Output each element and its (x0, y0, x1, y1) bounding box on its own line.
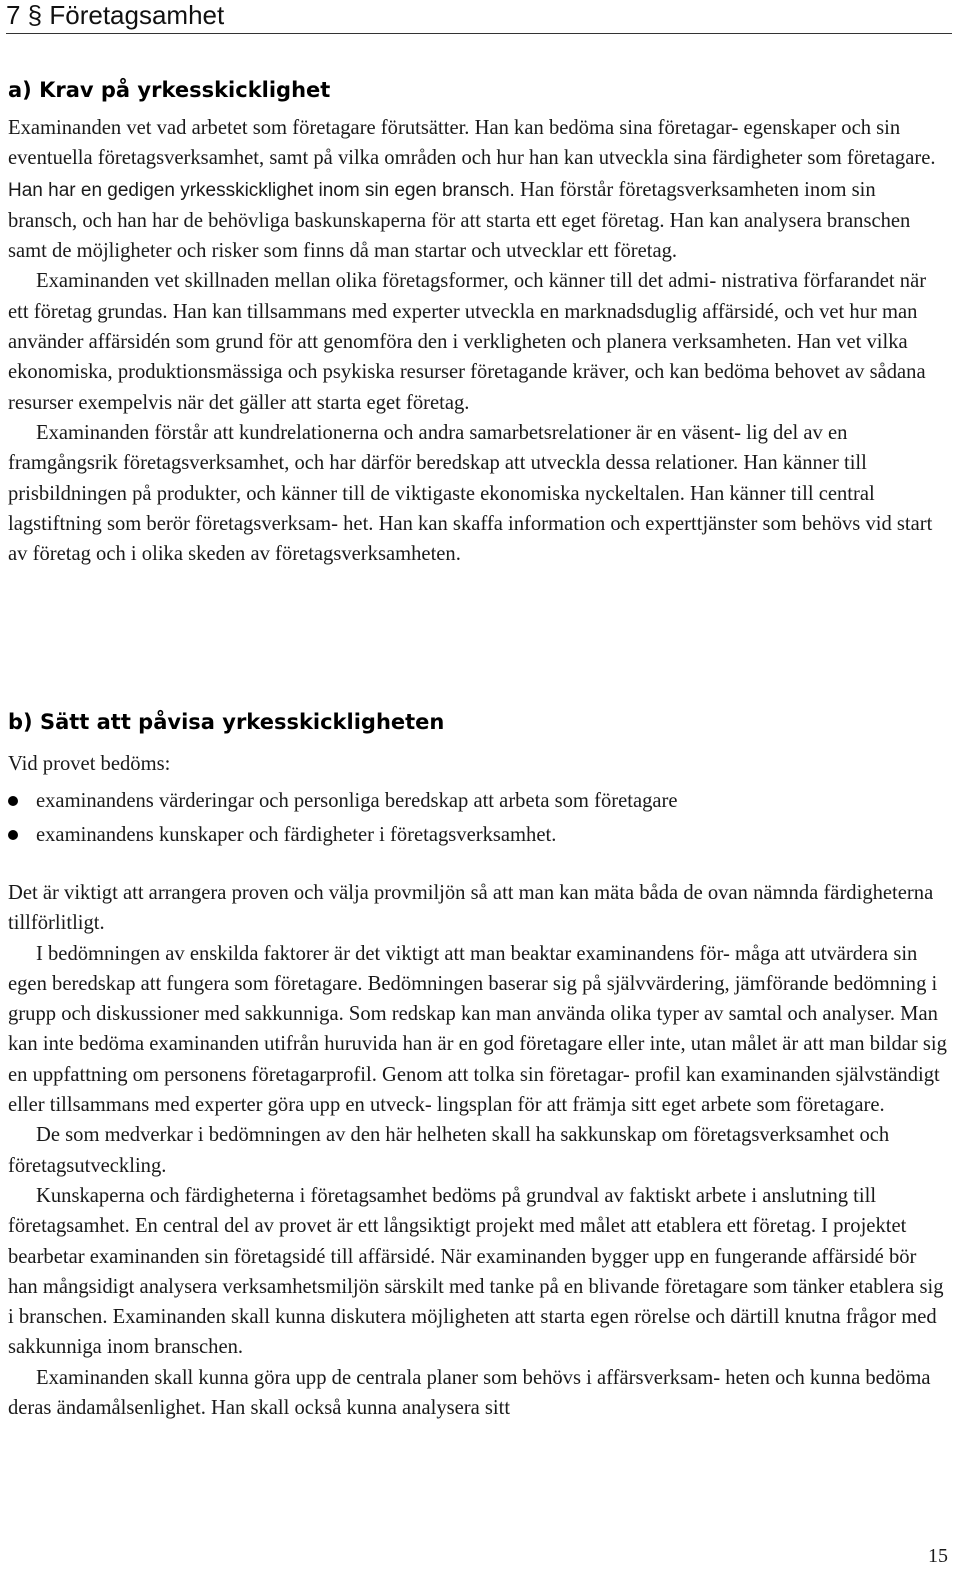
section-a-heading: a) Krav på yrkesskicklighet (8, 78, 331, 102)
section-b-intro: Vid provet bedöms: (8, 753, 171, 775)
paragraph-1-part-5: sin egen bransch. (364, 179, 515, 201)
bullet-icon (8, 796, 18, 806)
section-a-body (8, 113, 948, 569)
section-b-paragraph-3: De som medverkar i bedömningen av den här helheten skall ha sakkunskap om företagsverksamhet och företagsutveckling. (8, 1124, 890, 1177)
running-head: 7 § Företagsamhet (6, 0, 225, 30)
paragraph-1-part-2: egenskaper och sin eventuella företagsverksamhet, samt på vilka områden och hur han (8, 117, 901, 170)
paragraph-1-part-4: Han har en gedigen yrkesskicklighet inom (8, 179, 360, 201)
assessment-bullet-list (8, 784, 948, 852)
bullet-item (8, 818, 948, 852)
section-a-paragraph-2: Examinanden vet skillnaden mellan olika företagsformer, och känner till det admi- nistrativa förfarandet när ett företag grundas. Han kan tillsammans med experter utveckla en marknadsduglig affärsidé, och vet hur man använder affärsidén som grund för att genomföra den i verkligheten och planera verksamheten. Han vet vilka ekonomiska, produktionsmässiga och psykiska resurser företagande kräver, och kan bedöma behovet av sådana resurser exempelvis när det gäller att starta eget företag. (8, 270, 927, 414)
section-b-body (8, 878, 948, 1423)
bullet-text: examinandens kunskaper och färdigheter i företagsverksamhet. (36, 824, 557, 846)
section-a-paragraph-3: Examinanden förstår att kundrelationerna och andra samarbetsrelationer är en väsent- lig del av en framgångsrik företagsverksamhet, och har därför beredskap att utveckla dessa relationer. Han känner till prisbildningen på produkter, och känner till de viktigaste ekonomiska nyckeltalen. Han känner till central lagstiftning som berör företagsverksam- het. Han kan skaffa information och experttjänster som behövs vid start av företag och i olika skeden av företagsverksamheten. (8, 421, 933, 566)
paragraph-1-part-8: Han kan analysera branschen (664, 209, 911, 232)
section-a-paragraph-1 (8, 113, 948, 266)
bullet-icon (8, 830, 18, 840)
section-b-paragraph-2: I bedömningen av enskilda faktorer är det viktigt att man beaktar examinandens för- måga att utvärdera sin egen beredskap att fungera som företagare. Bedömningen baserar sig på självvärdering, jämförande bedömning i grupp och diskussioner med sakkunniga. Som redskap kan man använda olika typer av samtal och analyser. Man kan inte bedöma examinanden utifrån huruvida han är en god företagare eller inte, utan målet är att man bildar sig en uppfattning om personens företagarprofil. Genom att tolka sin företagar- profil kan examinanden självständigt eller tillsammans med experter göra upp en utveck- lingsplan för att främja sitt eget arbete som företagare. (8, 942, 947, 1117)
paragraph-1-part-7: behövliga baskunskaperna för att starta ett eget företag. (208, 209, 665, 232)
section-b-heading: b) Sätt att påvisa yrkesskickligheten (8, 710, 445, 734)
section-b-paragraph-5: Examinanden skall kunna göra upp de centrala planer som behövs i affärsverksam- heten och kunna bedöma deras ändamålsenlighet. Han skall också kunna analysera sitt (8, 1366, 931, 1420)
section-b-paragraph-1: Det är viktigt att arrangera proven och välja provmiljön så att man kan mäta båda de ovan nämnda färdigheterna tillförlitligt. (8, 882, 934, 935)
paragraph-1-part-6: Han förstår företagsverksamheten inom sin bransch, och han har de (8, 178, 876, 232)
paragraph-1-part-3: kan utveckla sina färdigheter som företagare. (563, 147, 936, 170)
paragraph-1-part-9: samt de möjligheter och risker som finns då man startar och utvecklar ett företag. (8, 240, 678, 263)
bullet-item (8, 784, 948, 818)
header-rule (6, 33, 952, 34)
page-number: 15 (928, 1545, 948, 1567)
bullet-text: examinandens värderingar och personliga beredskap att arbeta som företagare (36, 790, 678, 812)
section-b-paragraph-4: Kunskaperna och färdigheterna i företagsamhet bedöms på grundval av faktiskt arbete i anslutning till företagsamhet. En central del av provet är ett långsiktigt projekt med målet att etablera ett företag. I projektet bearbetar examinanden sin företagsidé till affärsidé. När examinanden bygger upp en fungerande affärsidé bör han mångsidigt analysera verksamhetsmiljön särskilt med tanke på en blivande företagare som tänker etablera sig i branschen. Examinanden skall kunna diskutera möjligheten att starta egen rörelse och därtill knutna frågor med sakkunniga inom branschen. (8, 1184, 944, 1359)
paragraph-1-part-1: Examinanden vet vad arbetet som företagare förutsätter. Han kan bedöma sina företagar- (8, 117, 739, 139)
